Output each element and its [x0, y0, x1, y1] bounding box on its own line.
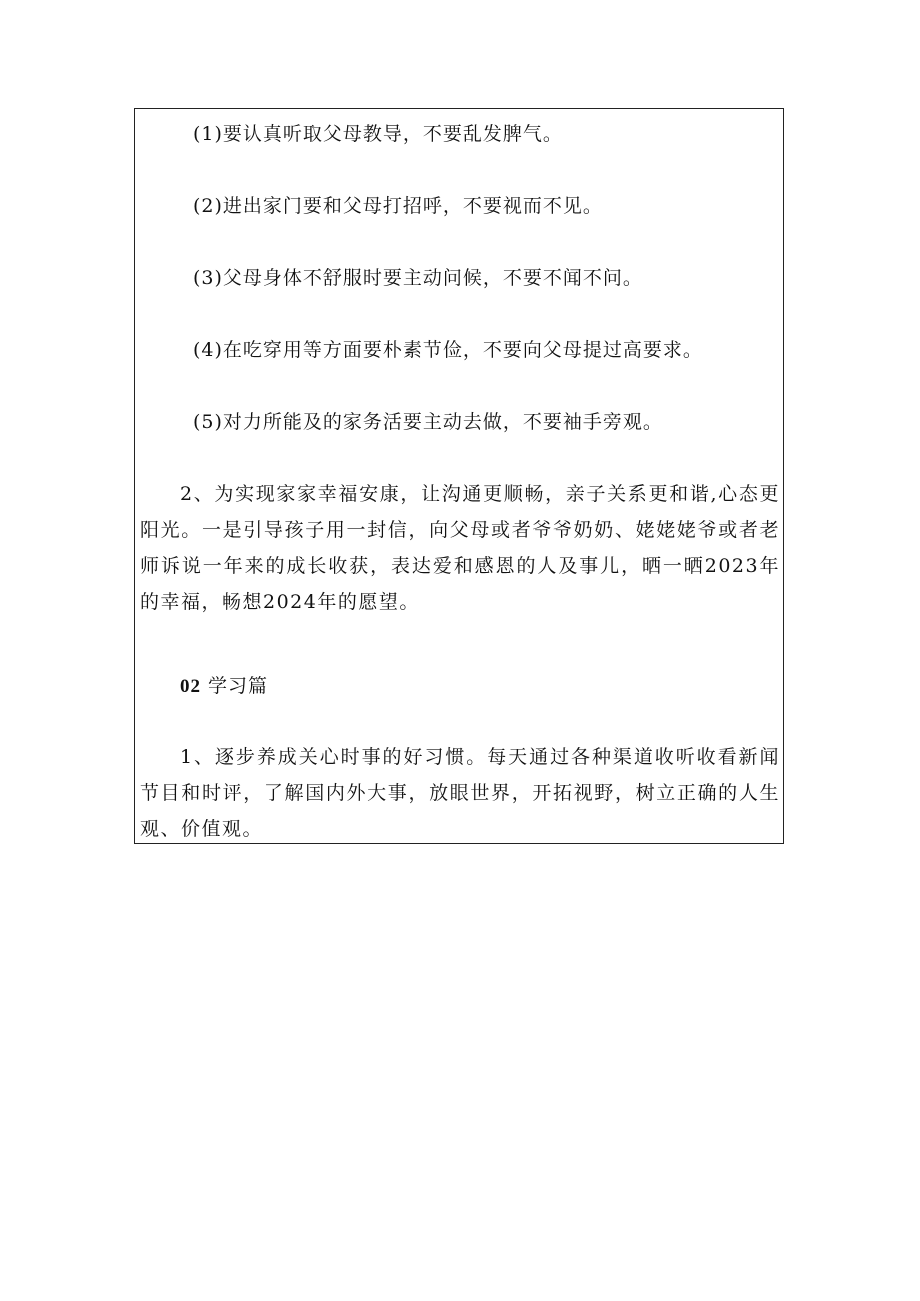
list-item: (4)在吃穿用等方面要朴素节俭，不要向父母提过高要求。 [193, 339, 703, 361]
list-item: (1)要认真听取父母教导，不要乱发脾气。 [193, 123, 563, 145]
list-item: (5)对力所能及的家务活要主动去做，不要袖手旁观。 [193, 411, 663, 433]
document-box [134, 108, 784, 844]
paragraph-family-letter: 2、为实现家家幸福安康，让沟通更顺畅，亲子关系更和谐,心态更阳光。一是引导孩子用一封信，向父母或者爷爷奶奶、姥姥姥爷或者老师诉说一年来的成长收获，表达爱和感恩的人及事儿，晒一晒2023年的幸福，畅想2024年的愿望。 [140, 483, 780, 613]
section-heading [180, 674, 268, 699]
list-item: (3)父母身体不舒服时要主动问候，不要不闻不问。 [193, 267, 643, 289]
section-number: 02 [180, 676, 201, 697]
paragraph-current-affairs: 1、逐步养成关心时事的好习惯。每天通过各种渠道收听收看新闻节目和时评，了解国内外大事，放眼世界，开拓视野，树立正确的人生观、价值观。 [140, 746, 780, 840]
section-title: 学习篇 [208, 675, 269, 697]
list-item: (2)进出家门要和父母打招呼，不要视而不见。 [193, 195, 603, 217]
